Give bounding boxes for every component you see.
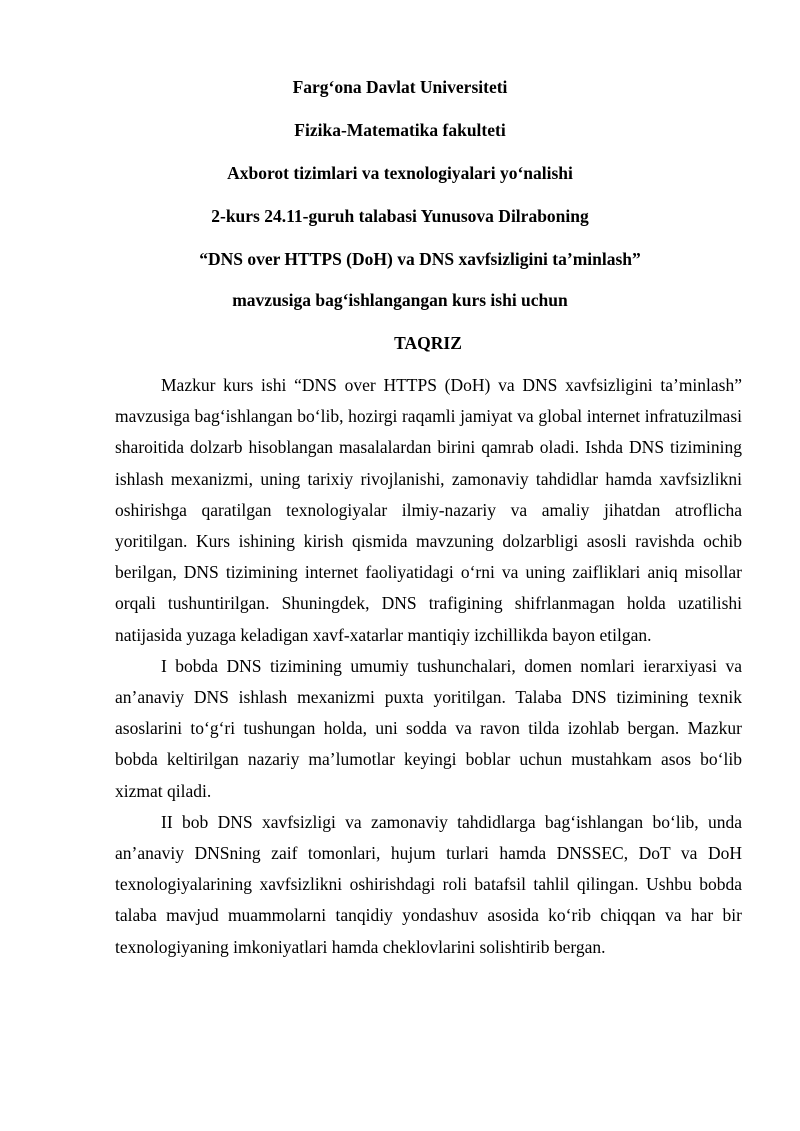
student-line: 2-kurs 24.11-guruh talabasi Yunusova Dilraboning xyxy=(211,206,589,226)
paragraph: I bobda DNS tizimining umumiy tushunchalari, domen nomlari ierarxiyasi va an’anaviy DNS ishlash mexanizmi puxta yoritilgan. Talaba DNS tizimining texnik asoslarini to‘g‘ri tushungan holda, uni sodda va ravon tilda izohlab bergan. Mazkur bobda keltirilgan nazariy ma’lumotlar keyingi boblar uchun mustahkam asos bo‘lib xizmat qiladi. xyxy=(115,655,742,801)
review-body xyxy=(115,370,742,963)
paragraph: Mazkur kurs ishi “DNS over HTTPS (DoH) va DNS xavfsizligini ta’minlash” mavzusiga bag‘ishlangan bo‘lib, hozirgi raqamli jamiyat va global internet infratuzilmasi sharoitida dolzarb hisoblangan masalalardan birini qamrab oladi. Ishda DNS tizimining ishlash mexanizmi, uning tarixiy rivojlanishi, zamonaviy tahdidlar hamda xavfsizlikni oshirishga qaratilgan texnologiyalar ilmiy-nazariy va amaliy jihatdan atroflicha yoritilgan. Kurs ishining kirish qismida mavzuning dolzarbligi asosli ravishda ochib berilgan, DNS tizimining internet faoliyatidagi o‘rni va uning zaifliklari aniq misollar orqali tushuntirilgan. Shuningdek, DNS trafigining shifrlanmagan holda uzatilishi natijasida yuzaga keladigan xavf-xatarlar mantiqiy izchillikda bayon etilgan. xyxy=(115,375,742,645)
paragraph: II bob DNS xavfsizligi va zamonaviy tahdidlarga bag‘ishlangan bo‘lib, unda an’anaviy DNSning zaif tomonlari, hujum turlari hamda DNSSEC, DoT va DoH texnologiyalarining xavfsizlikni oshirishdagi roli batafsil tahlil qilingan. Ushbu bobda talaba mavjud muammolarni tanqidiy yondashuv asosida ko‘rib chiqqan va har bir texnologiyaning imkoniyatlari hamda cheklovlarini solishtirib bergan. xyxy=(115,811,742,957)
topic-suffix: mavzusiga bag‘ishlangangan kurs ishi uchun xyxy=(232,290,568,310)
direction-name: Axborot tizimlari va texnologiyalari yo‘nalishi xyxy=(227,163,573,183)
document-type-heading: TAQRIZ xyxy=(394,333,462,353)
faculty-name: Fizika-Matematika fakulteti xyxy=(294,120,506,140)
topic-title: “DNS over HTTPS (DoH) va DNS xavfsizligini ta’minlash” xyxy=(199,249,641,269)
university-name: Farg‘ona Davlat Universiteti xyxy=(292,77,508,97)
